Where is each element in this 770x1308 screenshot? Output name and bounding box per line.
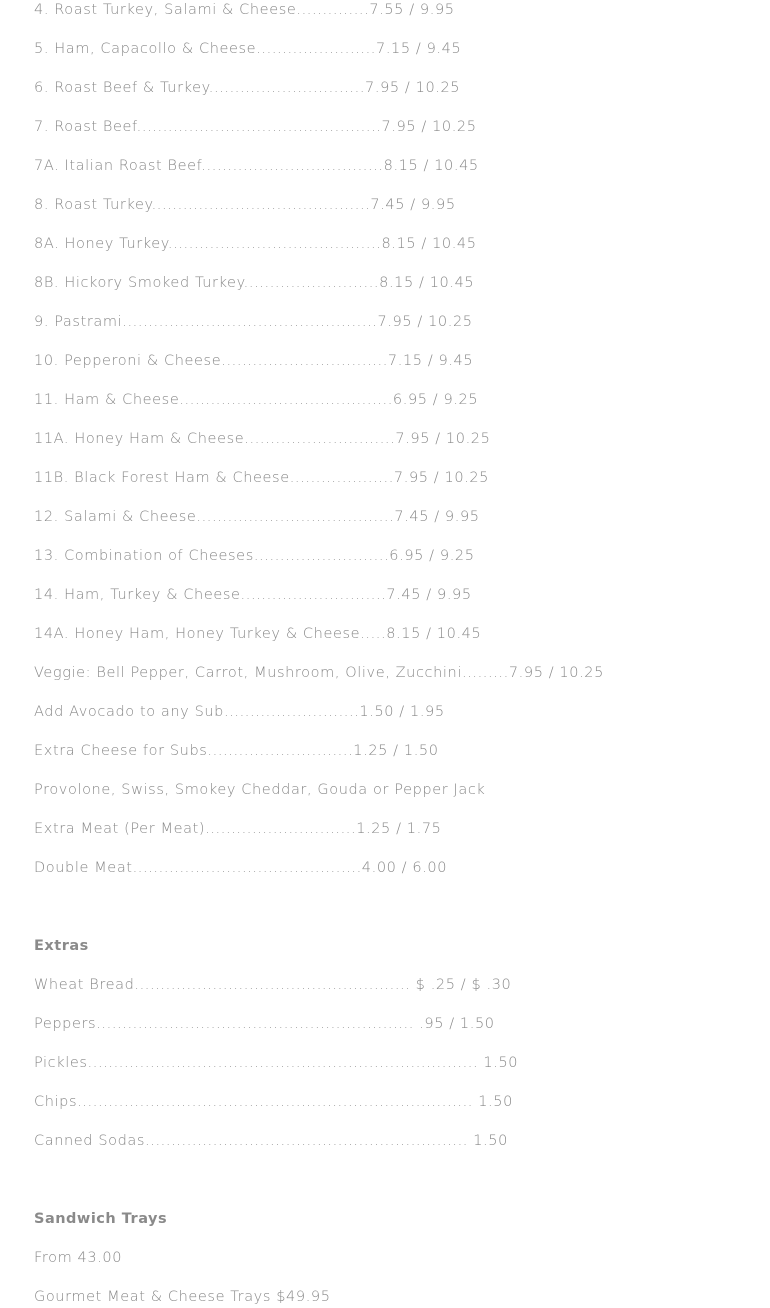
extras-item: Chips............................................................................ 1.50 (34, 1094, 513, 1110)
menu-item: 8A. Honey Turkey.........................................8.15 / 10.45 (34, 236, 477, 252)
menu-item: Extra Cheese for Subs............................1.25 / 1.50 (34, 743, 439, 759)
menu-item: 7. Roast Beef...............................................7.95 / 10.25 (34, 119, 477, 135)
menu-item: 6. Roast Beef & Turkey..............................7.95 / 10.25 (34, 80, 461, 96)
menu-item: 5. Ham, Capacollo & Cheese.......................7.15 / 9.45 (34, 41, 462, 57)
menu-item: Double Meat............................................4.00 / 6.00 (34, 860, 448, 876)
menu-item: 13. Combination of Cheeses..........................6.95 / 9.25 (34, 548, 475, 564)
extras-item: Canned Sodas.............................................................. 1.50 (34, 1133, 508, 1149)
menu-item: 9. Pastrami.................................................7.95 / 10.25 (34, 314, 473, 330)
menu-item: 4. Roast Turkey, Salami & Cheese..............7.55 / 9.95 (34, 2, 455, 18)
menu-item: 14A. Honey Ham, Honey Turkey & Cheese.....8.15 / 10.45 (34, 626, 482, 642)
menu-item: 8. Roast Turkey..........................................7.45 / 9.95 (34, 197, 456, 213)
trays-item: From 43.00 (34, 1250, 123, 1266)
menu-item: 11. Ham & Cheese.........................................6.95 / 9.25 (34, 392, 479, 408)
extras-item: Pickles........................................................................... 1.50 (34, 1055, 519, 1071)
menu-item: 10. Pepperoni & Cheese................................7.15 / 9.45 (34, 353, 474, 369)
trays-item: Gourmet Meat & Cheese Trays $49.95 (34, 1289, 331, 1305)
menu-item: 12. Salami & Cheese......................................7.45 / 9.95 (34, 509, 480, 525)
menu-item: 11A. Honey Ham & Cheese.............................7.95 / 10.25 (34, 431, 491, 447)
menu-item: 8B. Hickory Smoked Turkey..........................8.15 / 10.45 (34, 275, 475, 291)
menu-item: 11B. Black Forest Ham & Cheese....................7.95 / 10.25 (34, 470, 490, 486)
extras-item: Wheat Bread..................................................... $ .25 / $ .30 (34, 977, 512, 993)
trays-heading: Sandwich Trays (34, 1211, 168, 1227)
menu-note: Provolone, Swiss, Smokey Cheddar, Gouda or Pepper Jack (34, 782, 486, 798)
extras-heading: Extras (34, 938, 89, 954)
menu-item: Extra Meat (Per Meat).............................1.25 / 1.75 (34, 821, 442, 837)
extras-item: Peppers............................................................. .95 / 1.50 (34, 1016, 495, 1032)
menu-item: Add Avocado to any Sub..........................1.50 / 1.95 (34, 704, 445, 720)
menu-item: 14. Ham, Turkey & Cheese............................7.45 / 9.95 (34, 587, 472, 603)
menu-item: 7A. Italian Roast Beef...................................8.15 / 10.45 (34, 158, 479, 174)
menu-item: Veggie: Bell Pepper, Carrot, Mushroom, Olive, Zucchini.........7.95 / 10.25 (34, 665, 604, 681)
